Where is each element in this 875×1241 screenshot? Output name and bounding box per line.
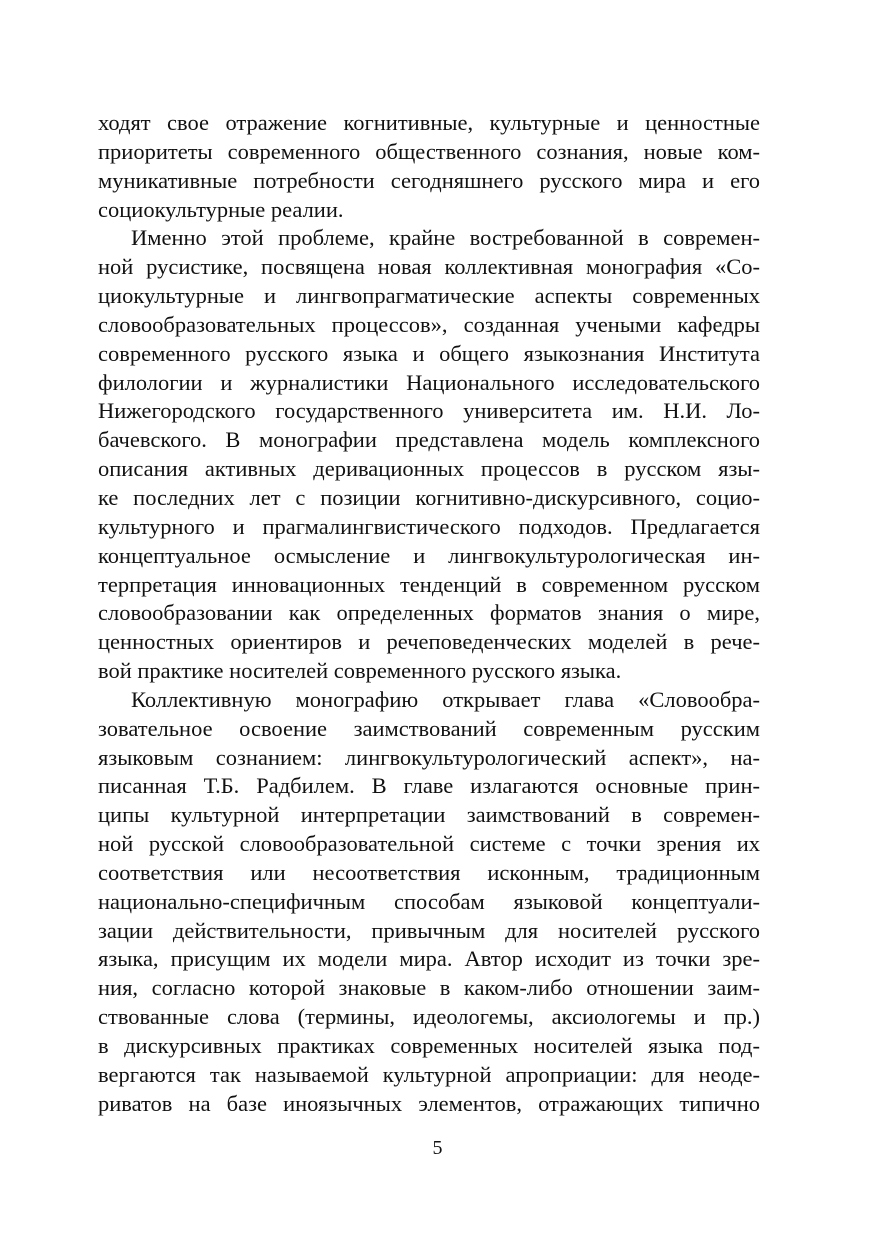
- text-line: современного русского языка и общего языкознания Института: [98, 340, 760, 366]
- paragraph-first-line: Коллективную монографию открывает глава «Словообра-: [131, 686, 760, 712]
- text-line: филологии и журналистики Национального исследовательского: [98, 369, 760, 395]
- text-line: ходят свое отражение когнитивные, культурные и ценностные: [98, 110, 760, 135]
- paragraph-first-line: Именно этой проблеме, крайне востребованной в современ-: [131, 225, 760, 251]
- text-line: ке последних лет с позиции когнитивно-дискурсивного, социо-: [98, 484, 760, 510]
- text-line: зации действительности, привычным для носителей русского: [98, 917, 760, 943]
- text-line: писанная Т.Б. Радбилем. В главе излагаются основные прин-: [98, 773, 760, 799]
- text-line: ципы культурной интерпретации заимствований в современ-: [98, 802, 760, 828]
- text-line: культурного и прагмалингвистического подходов. Предлагается: [98, 513, 760, 539]
- page-number: 5: [432, 1137, 443, 1159]
- text-line: приоритеты современного общественного сознания, новые ком-: [98, 138, 760, 164]
- text-line: Нижегородского государственного университета им. Н.И. Ло-: [98, 398, 760, 424]
- text-line: ценностных ориентиров и речеповеденческих моделей в рече-: [98, 629, 760, 655]
- text-line: ствованные слова (термины, идеологемы, аксиологемы и пр.): [98, 1004, 760, 1030]
- text-line: зовательное освоение заимствований современным русским: [98, 715, 760, 741]
- text-line: циокультурные и лингвопрагматические аспекты современных: [98, 283, 760, 309]
- text-line: ной русистике, посвящена новая коллективная монография «Со-: [98, 254, 760, 280]
- text-line: риватов на базе иноязычных элементов, отражающих типично: [98, 1090, 760, 1116]
- text-line: вой практике носителей современного русского языка.: [98, 658, 622, 684]
- text-line: в дискурсивных практиках современных носителей языка под-: [98, 1033, 760, 1058]
- page-body-text: [98, 109, 760, 1119]
- text-line: муникативные потребности сегодняшнего русского мира и его: [98, 167, 760, 193]
- text-line: ния, согласно которой знаковые в каком-либо отношении заим-: [98, 975, 760, 1001]
- text-line: бачевского. В монографии представлена модель комплексного: [98, 427, 760, 453]
- text-line: языка, присущим их модели мира. Автор исходит из точки зре-: [98, 946, 760, 972]
- text-line: ной русской словообразовательной системе с точки зрения их: [98, 831, 760, 857]
- text-line: вергаются так называемой культурной апроприации: для неоде-: [98, 1061, 760, 1087]
- text-line: национально-специфичным способам языковой концептуали-: [98, 888, 760, 914]
- text-line: словообразовательных процессов», созданная учеными кафедры: [98, 311, 760, 337]
- text-line: описания активных деривационных процессов в русском язы-: [98, 456, 760, 482]
- text-line: соответствия или несоответствия исконным, традиционным: [98, 859, 760, 885]
- text-line: концептуальное осмысление и лингвокультурологическая ин-: [98, 542, 760, 568]
- text-line: терпретация инновационных тенденций в современном русском: [98, 571, 760, 597]
- text-line: языковым сознанием: лингвокультурологический аспект», на-: [98, 744, 760, 770]
- text-line: социокультурные реалии.: [98, 196, 344, 222]
- text-line: словообразовании как определенных форматов знания о мире,: [98, 600, 760, 626]
